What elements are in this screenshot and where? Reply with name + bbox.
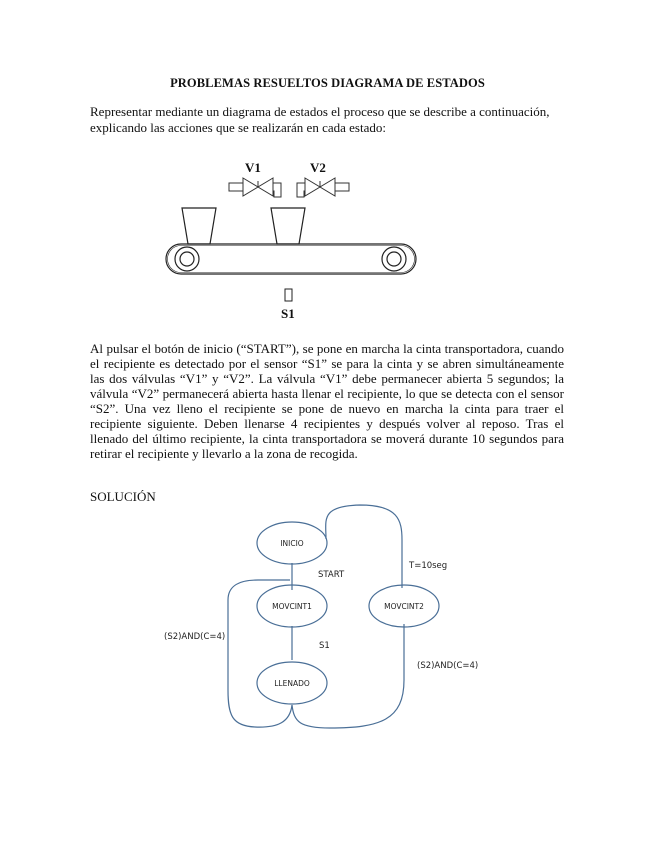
transition-llenado-movcint2 xyxy=(292,624,404,728)
valve-v2-label: V2 xyxy=(310,160,326,175)
state-movcint1-label: MOVCINT1 xyxy=(272,602,312,611)
intro-line-1: Representar mediante un diagrama de estados el proceso que se describe a continuación, xyxy=(90,104,550,119)
transition-s2c4-right-label: (S2)AND(C=4) xyxy=(417,661,479,671)
solution-heading: SOLUCIÓN xyxy=(90,489,156,504)
transition-start-label: START xyxy=(318,570,345,580)
problem-description: Al pulsar el botón de inicio (“START”), se pone en marcha la cinta transportadora, cuando el recipiente es detectado por el sensor “S1” se para la cinta y se abren simultáneamente las dos válvulas “V1” y “V2”. La válvula “V1” debe permanecer abierta 5 segundos; la válvula “V2” permanecerá abierta hasta llenar el recipiente, lo que se detecta con el sensor “S2”. Una vez lleno el recipiente se pone de nuevo en marcha la cinta para traer el recipiente siguiente. Deben llenarse 4 recipientes y después volver al reposo. Tras el llenado del último recipiente, la cinta transportadora se moverá durante 10 segundos para retirar el recipiente y llevarlo a la zona de recogida. xyxy=(90,341,564,461)
state-llenado-label: LLENADO xyxy=(274,679,310,688)
transition-timer-label: T=10seg xyxy=(409,561,448,571)
page-title: PROBLEMAS RESUELTOS DIAGRAMA DE ESTADOS xyxy=(170,76,485,90)
transition-s2c4-left-label: (S2)AND(C=4) xyxy=(164,632,226,642)
valve-v1-label: V1 xyxy=(245,160,261,175)
state-movcint2-label: MOVCINT2 xyxy=(384,602,424,611)
transition-s1-label: S1 xyxy=(319,641,330,651)
sensor-s1-label: S1 xyxy=(281,306,295,321)
state-inicio-label: INICIO xyxy=(280,539,304,548)
intro-line-2: explicando las acciones que se realizarán en cada estado: xyxy=(90,120,386,135)
